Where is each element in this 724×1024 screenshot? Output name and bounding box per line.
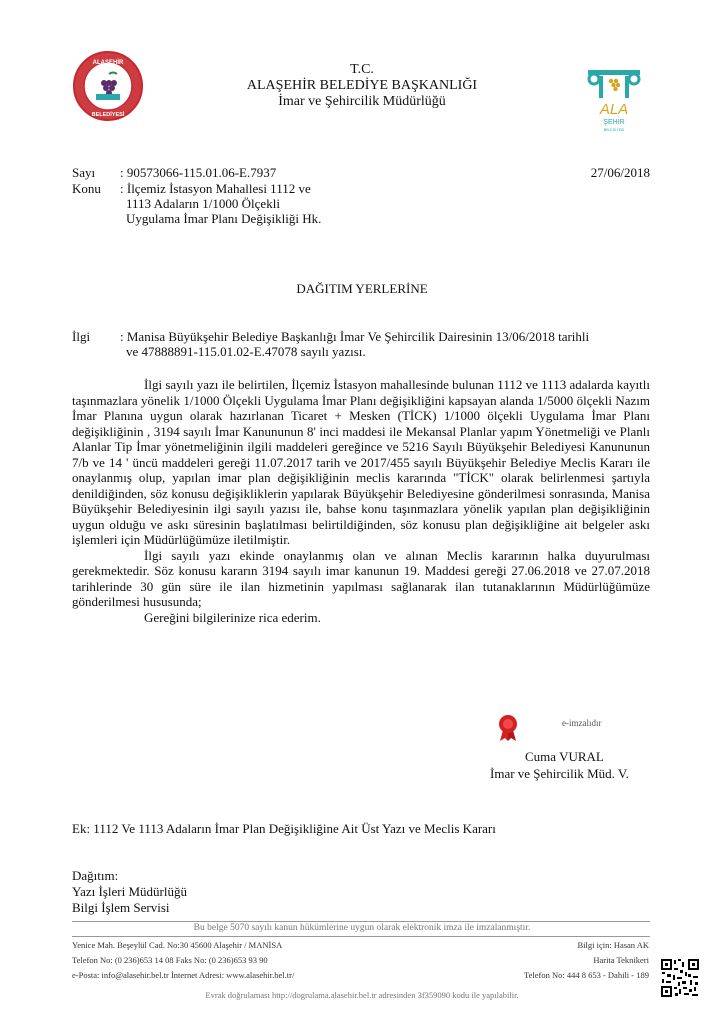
footer-contact-person: Bilgi için: Hasan AK: [577, 940, 649, 950]
konu-line: 1113 Adaların 1/1000 Ölçekli: [126, 196, 280, 211]
header-line-tc: T.C.: [350, 62, 374, 77]
signer-name: Cuma VURAL: [525, 749, 604, 764]
document-date: 27/06/2018: [590, 165, 650, 180]
footer-divider: [72, 921, 650, 922]
sayi-value: : 90573066-115.01.06-E.7937: [120, 165, 277, 180]
svg-text:ŞEHİR: ŞEHİR: [603, 119, 625, 126]
e-signature-seal: [497, 714, 519, 742]
konu-line: : İlçemiz İstasyon Mahallesi 1112 ve: [120, 181, 311, 196]
letter-body: [72, 377, 650, 625]
footer-address: Yenice Mah. Beşeylül Cad. No:30 45600 Alaşehir / MANİSA: [72, 940, 283, 950]
footer-phone: Telefon No: (0 236)653 14 08 Faks No: (0 236)653 93 90: [72, 955, 268, 965]
seal-rosette-icon: [497, 714, 519, 742]
attachment-line: Ek: 1112 Ve 1113 Adaların İmar Plan Değişikliğine Ait Üst Yazı ve Meclis Kararı: [72, 821, 496, 836]
distribution-item: Bilgi İşlem Servisi: [72, 900, 170, 915]
svg-text:BELEDİYESİ: BELEDİYESİ: [603, 128, 625, 132]
header-institution: ALAŞEHİR BELEDİYE BAŞKANLIĞI: [246, 78, 478, 93]
footer-web: e-Posta: info@alasehir.bel.tr İnternet Adresi: www.alasehir.bel.tr/: [72, 970, 295, 980]
svg-text:BELEDİYESİ: BELEDİYESİ: [91, 112, 125, 118]
verification-note: Evrak doğrulaması http://dogrulama.alasehir.bel.tr adresinden 3f359090 kodu ile yapılabilir.: [205, 990, 519, 1000]
body-paragraph: Gereğini bilgilerinize rica ederim.: [144, 609, 321, 625]
ilgi-label: İlgi: [72, 329, 91, 344]
signer-title: İmar ve Şehircilik Müd. V.: [490, 766, 629, 781]
distribution-item: Yazı İşleri Müdürlüğü: [72, 884, 187, 899]
ilgi-line: ve 47888891-115.01.02-E.47078 sayılı yazısı.: [126, 344, 366, 359]
konu-line: Uygulama İmar Planı Değişikliği Hk.: [126, 211, 322, 226]
e-sign-note: e-imzalıdır: [562, 718, 602, 728]
footer-contact-role: Harita Teknikeri: [593, 955, 649, 965]
alasehir-brand-logo: [586, 66, 642, 134]
distribution-label: Dağıtım:: [72, 868, 119, 883]
recipient-heading: DAĞITIM YERLERİNE: [296, 281, 428, 296]
column-logo-icon: [586, 66, 642, 134]
svg-text:ALA: ALA: [599, 101, 629, 118]
konu-label: Konu: [72, 181, 101, 196]
footer-divider: [72, 936, 650, 937]
sayi-label: Sayı: [72, 165, 96, 180]
svg-text:ALAŞEHİR: ALAŞEHİR: [92, 60, 124, 66]
e-sign-notice: Bu belge 5070 sayılı kanun hükümlerine uygun olarak elektronik imza ile imzalanmıştır.: [193, 923, 531, 933]
body-paragraph: İlgi sayılı yazı ile belirtilen, İlçemiz İstasyon mahallesinde bulunan 1112 ve 1113 adalarda kayıtlı taşınmazlara yönelik 1/1000 Ölçekli Uygulama İmar Planı değişikliğini kapsayan alanda 1/5000 ölçekli Nazım İmar Planına uygun olarak hazırlanan Ticaret + Mesken (TİCK) 1/1000 ölçekli Uygulama İmar Planı değişikliğinin , 3194 sayılı İmar Kanununun 8' inci maddesi ile Mekansal Planlar yapım Yönetmeliği ve Planlı Alanlar Tip İmar yönetmeliğinin ilgili maddeleri gereğince ve 5216 Sayılı Büyükşehir Belediyesi Kanununun 7/b ve 14 ' üncü maddeleri gereği 11.07.2017 tarih ve 2017/455 sayılı Büyükşehir Belediye Meclis Kararı ile onaylanmış olup, yapılan imar plan değişikliğinin meclis kararında "TİCK" olarak belirlenmesi şartıyla denildiğinden, söz konusu değişikliklerin yapılarak Büyükşehir Belediyesine gönderilmesi sonrasında, Manisa Büyükşehir Belediyesinin ilgi sayılı yazısı ile, bahse konu taşınmazlara yönelik yapılan plan değişikliğinin uygun olduğu ve askı süresinin başlatılması belirtildiğinden, söz konusu plan değişikliğine ait belgeler askı işlemleri için Müdürlüğümüze iletilmiştir.: [72, 377, 650, 547]
footer-contact-phone: Telefon No: 444 8 653 - Dahili - 189: [524, 970, 649, 980]
ilgi-line: : Manisa Büyükşehir Belediye Başkanlığı İmar Ve Şehircilik Dairesinin 13/06/2018 tarihli: [120, 329, 590, 344]
header-department: İmar ve Şehircilik Müdürlüğü: [278, 94, 446, 109]
body-paragraph: İlgi sayılı yazı ekinde onaylanmış olan ve alınan Meclis kararının halka duyurulması gerekmektedir. Söz konusu kararın 3194 sayılı imar kanunun 19. Maddesi gereği 27.06.2018 ve 27.07.2018 tarihlerinde 30 gün süre ile ilan hizmetinin yapılması sağlanarak ilan tutanaklarının Müdürlüğümüze gönderilmesi hususunda;: [72, 547, 650, 609]
